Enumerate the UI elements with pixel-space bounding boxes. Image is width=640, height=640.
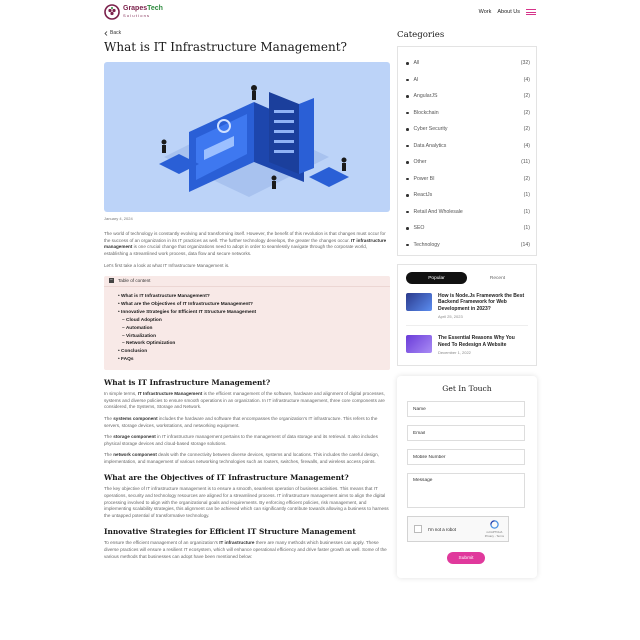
category-item[interactable] [406, 154, 530, 171]
article [104, 30, 390, 560]
posts-tabs [406, 272, 528, 284]
category-count: (4) [523, 142, 530, 149]
bullet-icon [406, 161, 409, 164]
section-paragraph: To ensure the efficient management of an organization's IT infrastructure there are many methods which businesses can apply. These diverse practices will ensure a resilient IT ecosystem, which will enhance operational efficiency and drive faster growth as well. Some of the various methods that businesses can adopt have been mentioned below: [104, 540, 387, 559]
sidebar [397, 30, 537, 578]
site-header [0, 0, 640, 26]
section-paragraph: The key objective of IT infrastructure management is to ensure a smooth, seamless operation of business activities. This means that IT operations, security and technology resources are aligned for a streamlined process. IT infrastructure management aims to align the digital processing involved to align with the organizational goals and requirements. By enforcing efficient policies, risk management, and implementing scalability strategies, this alignment can be achieved which can significantly contribute towards allowing a business to harness the untapped potential of transformative technology. [104, 486, 389, 518]
bullet-icon [406, 112, 409, 115]
logo-brand: GrapesTech [123, 5, 163, 12]
bullet-icon [406, 244, 409, 247]
category-item[interactable] [406, 105, 530, 122]
category-label: ReactJs [413, 192, 433, 199]
category-item[interactable] [406, 220, 530, 237]
toc-item[interactable]: • FAQs [118, 357, 134, 363]
category-label: All [413, 60, 420, 67]
section-heading: Innovative Strategies for Efficient IT Structure Management [104, 527, 356, 537]
server-illustration-icon [104, 62, 390, 212]
tab-popular[interactable]: Popular [406, 272, 467, 284]
nav-about-us[interactable]: About Us [497, 9, 520, 15]
back-label: Back [110, 30, 122, 36]
post-title[interactable]: The Essential Reasons Why You Need To Redesign A Website [438, 335, 515, 348]
category-label: Other [413, 159, 427, 166]
toc-item[interactable]: – Cloud Adoption [122, 317, 162, 323]
recaptcha-brand: reCAPTCHA [486, 530, 503, 534]
toc-item[interactable]: • Innovative Strategies for Efficient IT Structure Management [118, 309, 257, 315]
category-label: AI [413, 76, 419, 83]
category-item[interactable] [406, 138, 530, 155]
section-paragraph: The systems component includes the hardware and software that encompasses the organization's IT infrastructure. This refers to the servers, storage devices, workstations, and networking equipment. [104, 415, 378, 428]
toc-item[interactable]: – Virtualization [122, 333, 157, 339]
category-item[interactable] [406, 121, 530, 138]
email-field[interactable] [407, 425, 525, 441]
category-count: (2) [523, 126, 530, 133]
chevron-left-icon [104, 31, 108, 36]
category-label: AngularJS [413, 93, 438, 100]
category-count: (4) [523, 76, 530, 83]
logo-subtitle: Solutions [123, 13, 151, 18]
category-count: (32) [520, 60, 530, 67]
category-count: (2) [523, 175, 530, 182]
toc-list [104, 287, 390, 370]
intro-paragraph-2: Let's first take a look at what IT Infrastructure Management is. [104, 263, 230, 269]
main-nav [479, 9, 536, 15]
recaptcha-badge [485, 520, 504, 538]
publish-date: January 4, 2024 [104, 216, 133, 221]
grapes-logo-icon [104, 4, 120, 20]
page-title: What is IT Infrastructure Management? [104, 40, 347, 54]
table-of-contents [104, 276, 390, 370]
category-count: (1) [523, 225, 530, 232]
hero-illustration [104, 62, 390, 212]
category-label: SEO [413, 225, 425, 232]
post-date: April 25, 2023 [438, 314, 463, 320]
category-count: (14) [520, 241, 530, 248]
section-paragraph: In simple terms, IT Infrastructure Management is the efficient management of the software, hardware and alignment of digital processes, systems and diverse policies to ensure smooth operations in an organization. In IT infrastructure management, three core components are considered, the Systems, Storage and Network. [104, 391, 385, 410]
bullet-icon [406, 95, 409, 98]
toc-item[interactable]: • What are the Objectives of IT Infrastructure Management? [118, 301, 253, 307]
section-paragraph: The storage component in IT infrastructure management pertains to the management of data storage and its retrieval. It also includes physical storage devices and cloud-based storage solutions. [104, 434, 378, 446]
post-item[interactable] [406, 335, 528, 361]
category-item[interactable] [406, 237, 530, 254]
category-count: (2) [523, 109, 530, 116]
category-item[interactable] [406, 88, 530, 105]
category-item[interactable] [406, 187, 530, 204]
mobile-field[interactable] [407, 449, 525, 465]
menu-icon[interactable] [526, 9, 536, 15]
bullet-icon [406, 178, 409, 181]
collapse-icon[interactable]: − [110, 277, 113, 284]
post-thumbnail [406, 293, 432, 311]
contact-form [397, 376, 537, 578]
bullet-icon [406, 79, 409, 82]
category-count: (1) [523, 192, 530, 199]
category-label: Data Analytics [413, 142, 447, 149]
tab-recent[interactable]: Recent [489, 275, 506, 281]
intro-paragraph: The world of technology is constantly evolving and transforming itself. However, the benefit of this revolution is that changes must occur for the success of an organization in its IT practices as well. The further technology develops, the greater the changes occur. IT infrastructure management is one crucial change that organizations need to adopt in order to seamlessly navigate through the corporate world, establishing a streamlined work process, data flow and secure networks. [104, 231, 387, 256]
category-label: Power BI [413, 175, 435, 182]
message-field[interactable] [407, 473, 525, 508]
recaptcha-terms: Privacy - Terms [484, 534, 504, 538]
toc-title: Table of content [118, 278, 151, 284]
categories-list [397, 46, 537, 256]
bullet-icon [406, 62, 409, 65]
bullet-icon [406, 227, 409, 230]
recaptcha-icon [490, 520, 499, 529]
section-objectives [104, 473, 390, 519]
captcha-label: I'm not a robot [428, 526, 456, 532]
category-item[interactable] [406, 204, 530, 221]
section-heading: What are the Objectives of IT Infrastructure Management? [104, 473, 349, 483]
category-count: (11) [521, 159, 530, 166]
bullet-icon [406, 194, 409, 197]
category-item[interactable] [406, 72, 530, 89]
logo[interactable] [104, 4, 163, 20]
form-title: Get In Touch [442, 384, 492, 393]
category-label: Blockchain [413, 109, 439, 116]
category-label: Retail And Wholesale [413, 208, 463, 215]
back-link[interactable] [104, 30, 390, 36]
post-thumbnail [406, 335, 432, 353]
bullet-icon [406, 128, 409, 131]
toc-item[interactable]: – Automation [122, 325, 153, 331]
toc-header[interactable] [104, 276, 390, 287]
section-strategies [104, 527, 390, 560]
bullet-icon [406, 211, 409, 214]
submit-button[interactable]: Submit [447, 552, 485, 564]
category-label: Cyber Security [413, 126, 448, 133]
name-field[interactable] [407, 401, 525, 417]
nav-work[interactable]: Work [478, 9, 492, 15]
toc-item[interactable]: • What is IT Infrastructure Management? [118, 293, 210, 299]
categories-title: Categories [397, 30, 445, 40]
bullet-icon [406, 145, 409, 148]
category-count: (1) [523, 208, 530, 215]
posts-widget [397, 264, 537, 366]
category-count: (2) [523, 93, 530, 100]
captcha-checkbox[interactable] [414, 525, 422, 533]
toc-item[interactable]: – Network Optimization [122, 341, 176, 347]
category-item[interactable] [406, 55, 530, 72]
category-label: Technology [413, 241, 440, 248]
section-what-is [104, 378, 390, 465]
post-title[interactable]: How is Node.Js Framework the Best Backend Framework for Web Development in 2023? [438, 293, 525, 312]
section-heading: What is IT Infrastructure Management? [104, 378, 271, 388]
recaptcha [407, 516, 509, 542]
category-item[interactable] [406, 171, 530, 188]
section-paragraph: The network component deals with the connectivity between diverse devices, systems and locations. This includes the careful design, implementation, and management of various networking technologies such as routers, switches, firewalls, and wireless access points. [104, 452, 379, 464]
post-item[interactable] [406, 293, 528, 326]
toc-item[interactable]: • Conclusion [118, 349, 148, 355]
post-date: December 1, 2022 [438, 350, 471, 356]
